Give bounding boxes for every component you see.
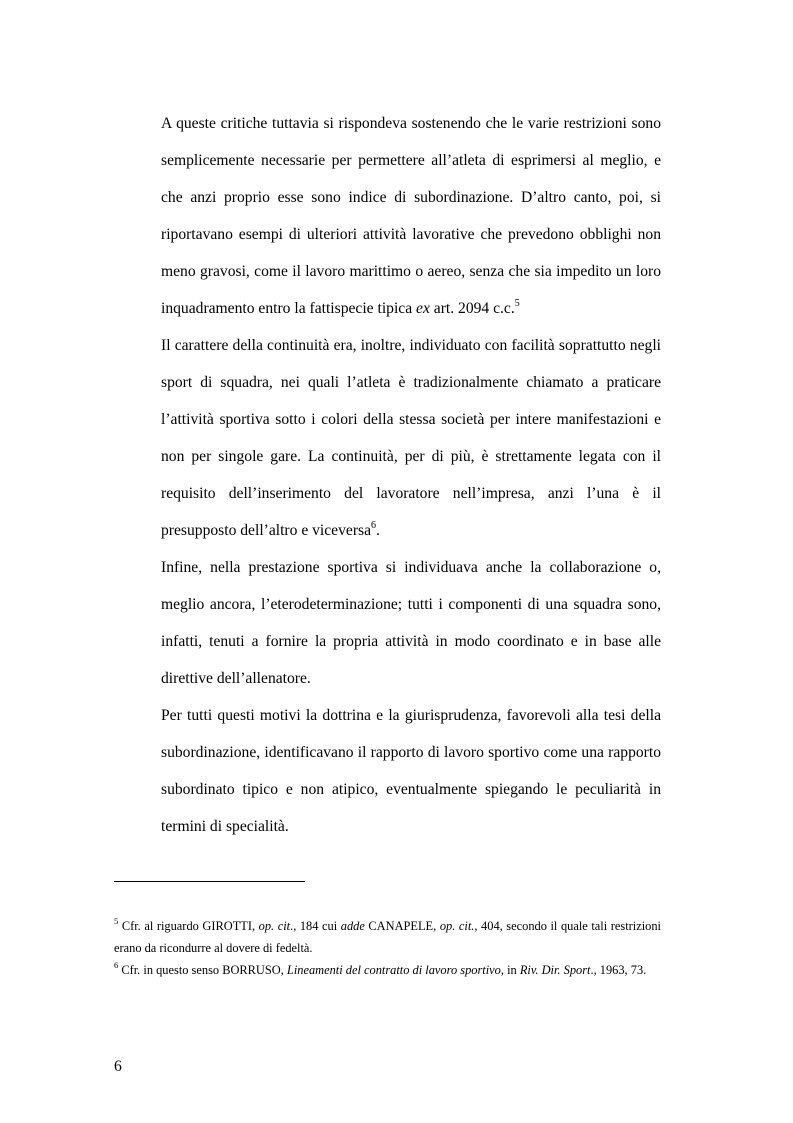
text-run: . bbox=[376, 522, 380, 539]
text-run: Il carattere della continuità era, inoltre, individuato con facilità soprattutto negli sport di squadra, nei quali l’atleta è tradizionalmente chiamato a praticare l’attività sportiva sotto i colori della stessa società per intere manifestazioni e non per singole gare. La continuità, per di più, è strettamente legata con il requisito dell’inserimento del lavoratore nell’impresa, anzi l’una è il presupposto dell’altro e viceversa bbox=[161, 337, 661, 539]
footnote bbox=[114, 959, 661, 981]
footnote-number: 5 bbox=[114, 915, 119, 926]
text-run: , in bbox=[500, 963, 520, 977]
text-run: A queste critiche tuttavia si rispondeva sostenendo che le varie restrizioni sono semplicemente necessarie per permettere all’atleta di esprimersi al meglio, e che anzi proprio esse sono indice di subordinazione. D’altro canto, poi, si riportavano esempi di ulteriori attività lavorative che prevedono obblighi non meno gravosi, come il lavoro marittimo o aereo, senza che sia impedito un loro inquadramento entro la fattispecie tipica bbox=[161, 115, 661, 317]
paragraph bbox=[161, 549, 661, 697]
paragraph bbox=[161, 697, 661, 845]
text-run: art. 2094 c.c. bbox=[429, 300, 515, 317]
text-run: Cfr. in questo senso BORRUSO, bbox=[118, 963, 287, 977]
paragraph bbox=[161, 327, 661, 549]
footnote-number: 6 bbox=[114, 959, 119, 970]
footnote-reference: 5 bbox=[514, 297, 520, 309]
text-run-italic: adde bbox=[340, 919, 365, 933]
text-run: ., 1963, 73. bbox=[590, 963, 647, 977]
text-run: , 404, secondo il quale tali restrizioni erano da ricondurre al dovere di fedeltà. bbox=[114, 919, 661, 955]
text-run: Per tutti questi motivi la dottrina e la giurisprudenza, favorevoli alla tesi della subordinazione, identificavano il rapporto di lavoro sportivo come una rapporto subordinato tipico e non atipico, eventualmente spiegando le peculiarità in termini di specialità. bbox=[161, 707, 661, 835]
text-run: ., 184 cui bbox=[290, 919, 341, 933]
text-run-italic: op. cit bbox=[258, 919, 291, 933]
text-run-italic: Lineamenti del contratto di lavoro sportivo bbox=[286, 963, 501, 977]
text-run: Cfr. al riguardo GIROTTI, bbox=[118, 919, 259, 933]
text-run: Infine, nella prestazione sportiva si individuava anche la collaborazione o, meglio ancora, l’eterodeterminazione; tutti i componenti di una squadra sono, infatti, tenuti a fornire la propria attività in modo coordinato e in base alle direttive dell’allenatore. bbox=[161, 559, 661, 687]
footnote bbox=[114, 915, 661, 959]
text-run: CANAPELE, bbox=[364, 919, 440, 933]
footnote-separator bbox=[114, 881, 305, 882]
body-text bbox=[161, 105, 661, 845]
text-run-italic: op. cit. bbox=[439, 919, 475, 933]
page-number: 6 bbox=[114, 1058, 122, 1075]
text-run-italic: Riv. Dir. Sport bbox=[519, 963, 591, 977]
footnote-reference: 6 bbox=[371, 519, 377, 531]
footnotes bbox=[114, 915, 661, 981]
paragraph bbox=[161, 105, 661, 327]
text-run-italic: ex bbox=[416, 300, 430, 317]
